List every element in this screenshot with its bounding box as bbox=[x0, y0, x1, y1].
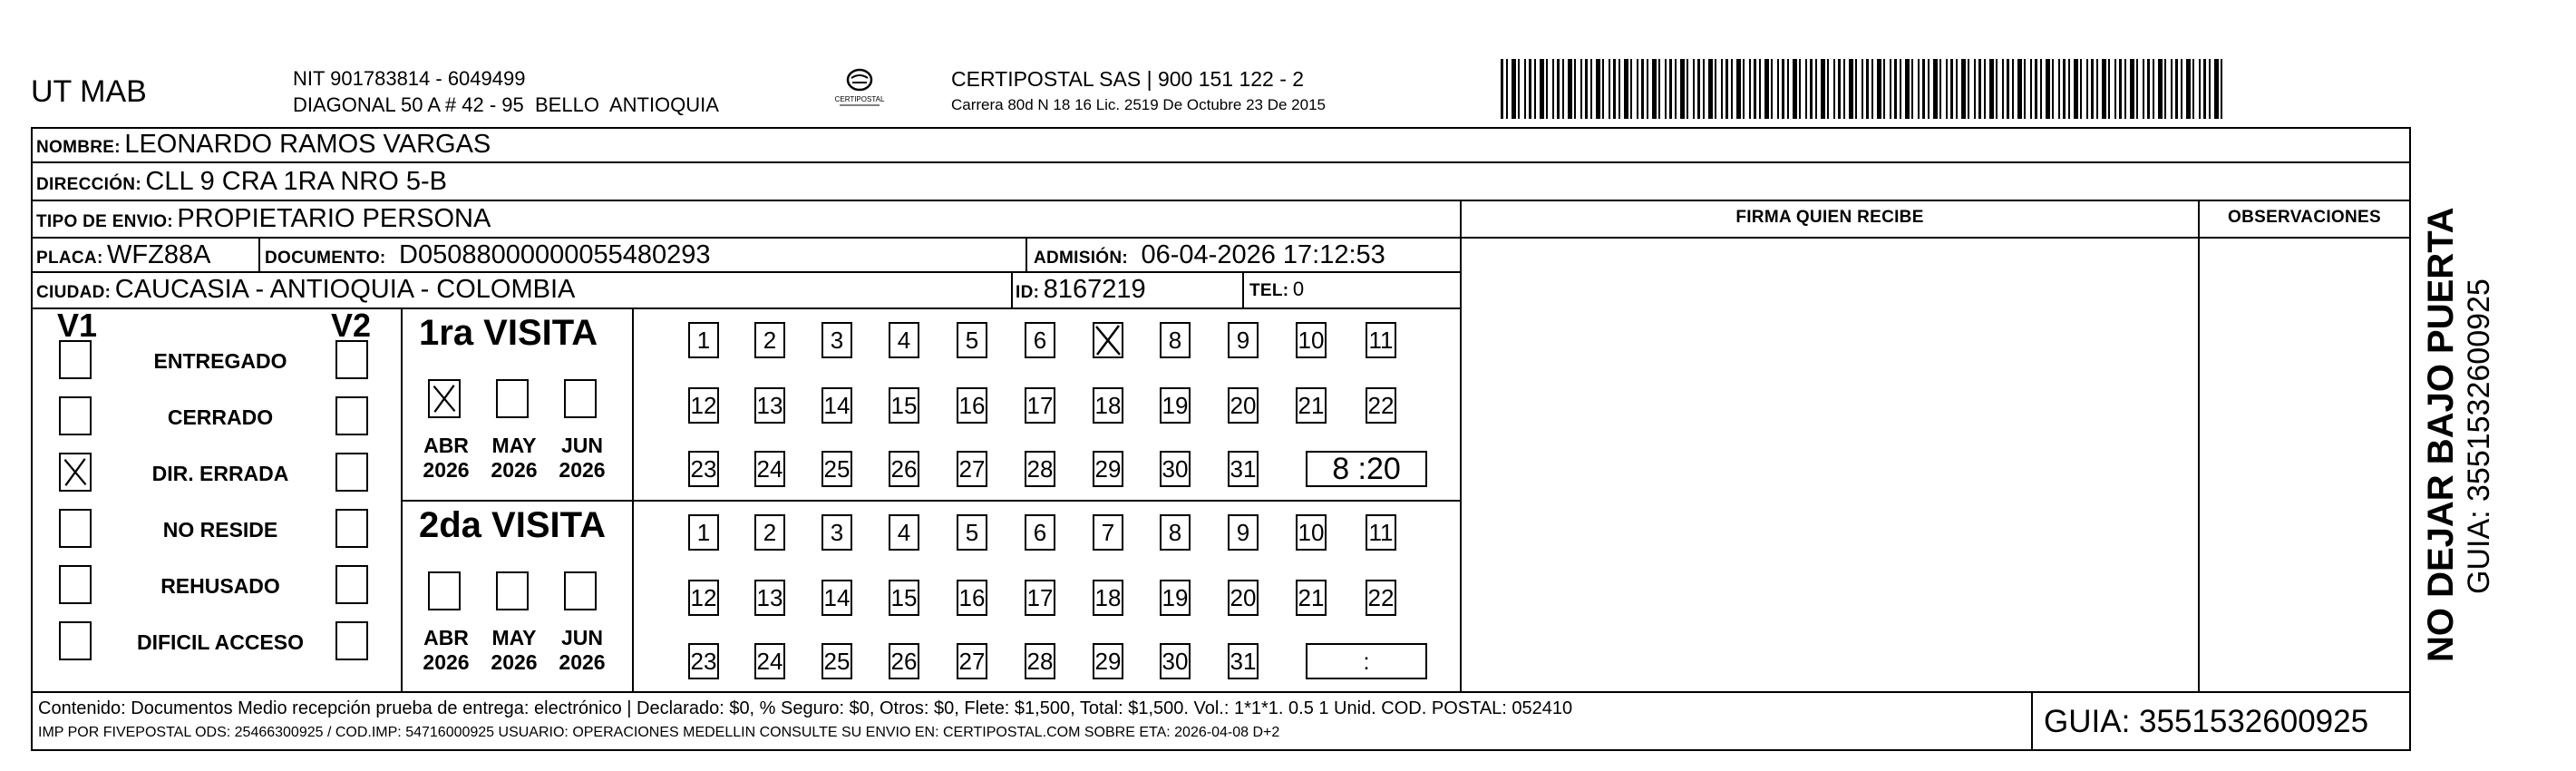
month-year: 2026 bbox=[423, 650, 470, 674]
day-box[interactable]: 12 bbox=[688, 387, 719, 424]
day-box[interactable]: 22 bbox=[1366, 580, 1396, 616]
day-box[interactable]: 21 bbox=[1296, 387, 1327, 424]
tel-cell bbox=[1249, 278, 1304, 301]
day-box[interactable]: 7 bbox=[1093, 514, 1123, 551]
month-checkbox[interactable] bbox=[428, 571, 461, 610]
day-box[interactable]: 25 bbox=[821, 643, 852, 679]
footer-content-line: Contenido: Documentos Medio recepción prueba de entrega: electrónico | Declarado: $0, % Seguro: $0, Otros: $0, Flete: $1,500, Total: $1,500. Vol.: 1*1*1. 0.5 1 Unid. COD. POSTAL: 052410 bbox=[38, 698, 1573, 718]
month-name: ABR bbox=[423, 434, 469, 457]
carrier-address: Carrera 80d N 18 16 Lic. 2519 De Octubre 23 De 2015 bbox=[951, 96, 1326, 113]
id-cell bbox=[1016, 275, 1146, 305]
day-box[interactable]: 3 bbox=[821, 322, 852, 358]
month-label bbox=[419, 434, 473, 483]
day-box[interactable]: 9 bbox=[1228, 322, 1259, 358]
time-box[interactable]: 8 :20 bbox=[1306, 451, 1427, 487]
ciudad-cell bbox=[36, 275, 575, 305]
day-box[interactable]: 5 bbox=[957, 514, 987, 551]
v1-checkbox[interactable] bbox=[59, 453, 92, 492]
nombre-label: NOMBRE: bbox=[36, 138, 121, 157]
logo-text: CERTIPOSTAL bbox=[834, 95, 885, 103]
carrier-name: CERTIPOSTAL SAS | 900 151 122 - 2 bbox=[951, 67, 1305, 91]
v1-label: V1 bbox=[57, 307, 98, 344]
time-box[interactable]: : bbox=[1306, 643, 1427, 679]
day-box[interactable]: 13 bbox=[754, 580, 785, 616]
company-address: DIAGONAL 50 A # 42 - 95 BELLO ANTIOQUIA bbox=[293, 93, 719, 116]
month-label bbox=[487, 434, 541, 483]
month-checkbox[interactable] bbox=[428, 379, 461, 418]
month-name: MAY bbox=[491, 626, 537, 649]
month-label bbox=[487, 626, 541, 675]
month-name: JUN bbox=[560, 434, 603, 457]
day-box[interactable]: 8 bbox=[1160, 514, 1191, 551]
admision-label: ADMISIÓN: bbox=[1034, 249, 1129, 268]
day-box[interactable]: 26 bbox=[889, 643, 919, 679]
day-box[interactable]: 22 bbox=[1366, 387, 1396, 424]
certipostal-logo bbox=[832, 65, 887, 111]
firma-area[interactable] bbox=[1462, 238, 2198, 691]
placa-value: WFZ88A bbox=[107, 240, 211, 269]
side-warning: NO DEJAR BAJO PUERTA bbox=[2421, 207, 2461, 662]
documento-label: DOCUMENTO: bbox=[265, 249, 386, 268]
v2-checkbox[interactable] bbox=[335, 340, 368, 379]
day-box[interactable]: 21 bbox=[1296, 580, 1327, 616]
day-box[interactable]: 4 bbox=[889, 514, 919, 551]
day-box[interactable]: 10 bbox=[1296, 514, 1327, 551]
status-label: CERRADO bbox=[167, 405, 274, 429]
v2-label: V2 bbox=[331, 307, 372, 344]
day-box[interactable]: 27 bbox=[957, 451, 987, 487]
day-box[interactable]: 1 bbox=[688, 322, 719, 358]
ciudad-label: CIUDAD: bbox=[36, 283, 112, 302]
day-box[interactable]: 23 bbox=[688, 643, 719, 679]
day-box[interactable]: 17 bbox=[1025, 387, 1055, 424]
day-box[interactable]: 6 bbox=[1025, 514, 1055, 551]
month-checkbox[interactable] bbox=[564, 571, 597, 610]
observaciones-area[interactable] bbox=[2200, 238, 2409, 691]
month-checkbox[interactable] bbox=[496, 571, 529, 610]
day-box[interactable]: 28 bbox=[1025, 643, 1055, 679]
day-box[interactable]: 2 bbox=[754, 322, 785, 358]
v1-checkbox[interactable] bbox=[59, 340, 92, 379]
day-box[interactable]: 13 bbox=[754, 387, 785, 424]
visit-title: 1ra VISITA bbox=[419, 313, 598, 353]
month-name: MAY bbox=[491, 434, 537, 457]
day-box[interactable]: 12 bbox=[688, 580, 719, 616]
firma-label: FIRMA QUIEN RECIBE bbox=[1735, 208, 1924, 227]
day-box[interactable]: 11 bbox=[1366, 514, 1396, 551]
day-box[interactable]: 18 bbox=[1093, 387, 1123, 424]
month-year: 2026 bbox=[491, 650, 538, 674]
v2-checkbox[interactable] bbox=[335, 396, 368, 435]
day-box[interactable] bbox=[1093, 322, 1123, 358]
day-box[interactable]: 18 bbox=[1093, 580, 1123, 616]
nombre-row bbox=[36, 130, 491, 160]
placa-cell bbox=[36, 240, 210, 270]
day-box[interactable]: 14 bbox=[821, 387, 852, 424]
month-year: 2026 bbox=[491, 458, 538, 482]
day-box[interactable]: 20 bbox=[1228, 580, 1259, 616]
day-box[interactable]: 15 bbox=[889, 387, 919, 424]
footer-print-line: IMP POR FIVEPOSTAL ODS: 25466300925 / COD.IMP: 54716000925 USUARIO: OPERACIONES MEDELLIN CONSULTE SU ENVIO EN: CERTIPOSTAL.COM SOBRE ETA: 2026-04-08 D+2 bbox=[38, 725, 1280, 740]
documento-value: D05088000000055480293 bbox=[399, 240, 711, 269]
day-box[interactable]: 14 bbox=[821, 580, 852, 616]
tel-value: 0 bbox=[1292, 278, 1305, 300]
day-box[interactable]: 29 bbox=[1093, 643, 1123, 679]
day-box[interactable]: 4 bbox=[889, 322, 919, 358]
barcode bbox=[1501, 59, 2224, 119]
month-label bbox=[555, 434, 609, 483]
day-box[interactable]: 25 bbox=[821, 451, 852, 487]
admision-value: 06-04-2026 17:12:53 bbox=[1141, 240, 1385, 269]
id-value: 8167219 bbox=[1043, 275, 1146, 304]
v1-checkbox[interactable] bbox=[59, 509, 92, 548]
day-box[interactable]: 17 bbox=[1025, 580, 1055, 616]
day-box[interactable]: 9 bbox=[1228, 514, 1259, 551]
month-name: JUN bbox=[560, 626, 603, 649]
id-label: ID: bbox=[1016, 283, 1040, 302]
day-box[interactable]: 3 bbox=[821, 514, 852, 551]
admision-cell bbox=[1034, 240, 1385, 270]
tipo-value: PROPIETARIO PERSONA bbox=[177, 204, 491, 233]
day-box[interactable]: 19 bbox=[1160, 387, 1191, 424]
day-box[interactable]: 24 bbox=[754, 643, 785, 679]
day-box[interactable]: 20 bbox=[1228, 387, 1259, 424]
day-box[interactable]: 8 bbox=[1160, 322, 1191, 358]
day-box[interactable]: 15 bbox=[889, 580, 919, 616]
company-nit: NIT 901783814 - 6049499 bbox=[293, 67, 526, 90]
day-box[interactable]: 19 bbox=[1160, 580, 1191, 616]
day-box[interactable]: 2 bbox=[754, 514, 785, 551]
day-box[interactable]: 31 bbox=[1228, 451, 1259, 487]
day-box[interactable]: 6 bbox=[1025, 322, 1055, 358]
day-box[interactable]: 24 bbox=[754, 451, 785, 487]
day-box[interactable]: 27 bbox=[957, 643, 987, 679]
month-name: ABR bbox=[423, 626, 469, 649]
v1-checkbox[interactable] bbox=[59, 621, 92, 660]
day-box[interactable]: 5 bbox=[957, 322, 987, 358]
month-year: 2026 bbox=[559, 458, 606, 482]
tipo-label: TIPO DE ENVIO: bbox=[36, 212, 173, 231]
status-label: ENTREGADO bbox=[153, 349, 287, 373]
month-label bbox=[555, 626, 609, 675]
day-box[interactable]: 16 bbox=[957, 387, 987, 424]
day-box[interactable]: 16 bbox=[957, 580, 987, 616]
day-box[interactable]: 1 bbox=[688, 514, 719, 551]
day-box[interactable]: 31 bbox=[1228, 643, 1259, 679]
month-checkbox[interactable] bbox=[496, 379, 529, 418]
direccion-value: CLL 9 CRA 1RA NRO 5-B bbox=[145, 167, 447, 196]
month-year: 2026 bbox=[423, 458, 470, 482]
v1-checkbox[interactable] bbox=[59, 565, 92, 604]
v1-checkbox[interactable] bbox=[59, 396, 92, 435]
footer-guia: GUIA: 3551532600925 bbox=[2044, 704, 2369, 739]
v2-checkbox[interactable] bbox=[335, 565, 368, 604]
tel-label: TEL: bbox=[1249, 281, 1289, 300]
status-label: DIR. ERRADA bbox=[151, 462, 289, 485]
day-box[interactable]: 10 bbox=[1296, 322, 1327, 358]
nombre-value: LEONARDO RAMOS VARGAS bbox=[124, 130, 491, 159]
status-label: NO RESIDE bbox=[162, 518, 278, 542]
day-box[interactable]: 30 bbox=[1160, 643, 1191, 679]
month-year: 2026 bbox=[559, 650, 606, 674]
day-box[interactable]: 29 bbox=[1093, 451, 1123, 487]
placa-label: PLACA: bbox=[36, 249, 103, 268]
day-box[interactable]: 26 bbox=[889, 451, 919, 487]
ciudad-value: CAUCASIA - ANTIOQUIA - COLOMBIA bbox=[114, 275, 576, 304]
v2-checkbox[interactable] bbox=[335, 453, 368, 492]
day-box[interactable]: 11 bbox=[1366, 322, 1396, 358]
tipo-row bbox=[36, 204, 491, 234]
observaciones-label: OBSERVACIONES bbox=[2228, 208, 2381, 227]
visit-title: 2da VISITA bbox=[419, 505, 606, 545]
documento-cell bbox=[265, 240, 711, 270]
day-box[interactable]: 28 bbox=[1025, 451, 1055, 487]
side-guia: GUIA: 3551532600925 bbox=[2462, 278, 2496, 594]
status-label: DIFICIL ACCESO bbox=[136, 630, 304, 654]
direccion-row bbox=[36, 167, 447, 197]
v2-checkbox[interactable] bbox=[335, 621, 368, 660]
direccion-label: DIRECCIÓN: bbox=[36, 175, 141, 194]
day-box[interactable]: 23 bbox=[688, 451, 719, 487]
month-checkbox[interactable] bbox=[564, 379, 597, 418]
company-name: UT MAB bbox=[31, 74, 147, 109]
v2-checkbox[interactable] bbox=[335, 509, 368, 548]
day-box[interactable]: 30 bbox=[1160, 451, 1191, 487]
status-label: REHUSADO bbox=[160, 574, 280, 598]
month-label bbox=[419, 626, 473, 675]
